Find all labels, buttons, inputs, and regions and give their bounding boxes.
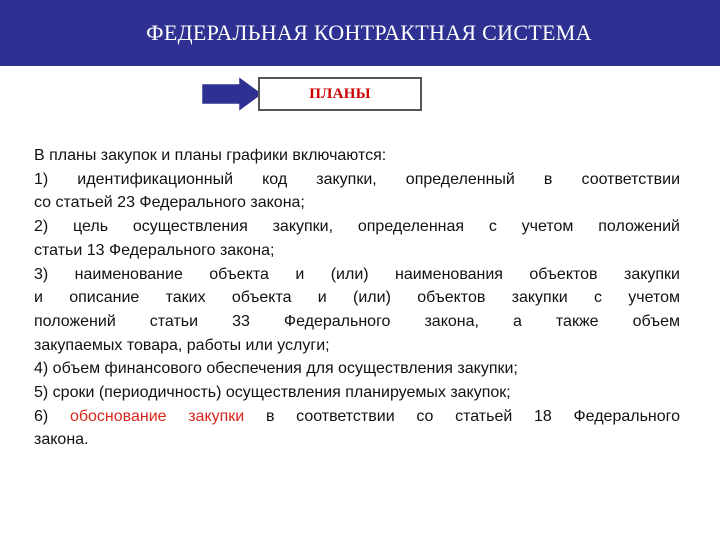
item-3-line-4: закупаемых товара, работы или услуги; (34, 336, 330, 354)
item-1-line-2: со статьей 23 Федерального закона; (34, 194, 305, 212)
header-bar (0, 0, 720, 66)
item-6-line-1 (34, 405, 680, 429)
item-6-line-2: закона. (34, 431, 89, 449)
item-3-line-3: положений статьи 33 Федерального закона, а также объем (34, 312, 680, 330)
intro-line: В планы закупок и планы графики включаются: (34, 147, 387, 164)
section-label: ПЛАНЫ (309, 85, 371, 102)
item-3-line-2: и описание таких объекта и (или) объектов закупки с учетом (34, 289, 680, 307)
item-1-line-1: 1) идентификационный код закупки, определенный в соответствии (34, 170, 680, 188)
item-2-line-1: 2) цель осуществления закупки, определенная с учетом положений (34, 218, 680, 236)
item-6-highlight: обоснование закупки (69, 407, 245, 425)
item-6-rest: в соответствии со статьей 18 Федерального (244, 407, 681, 425)
item-5: 5) сроки (периодичность) осуществления планируемых закупок; (34, 384, 511, 402)
body-text (34, 144, 680, 452)
page-title: ФЕДЕРАЛЬНАЯ КОНТРАКТНАЯ СИСТЕМА (146, 20, 592, 45)
item-2-line-2: статьи 13 Федерального закона; (34, 241, 275, 259)
item-3-line-1: 3) наименование объекта и (или) наименования объектов закупки (34, 265, 680, 283)
item-6-prefix: 6) (34, 407, 70, 425)
section-label-box (258, 77, 422, 111)
item-4: 4) объем финансового обеспечения для осуществления закупки; (34, 360, 518, 378)
